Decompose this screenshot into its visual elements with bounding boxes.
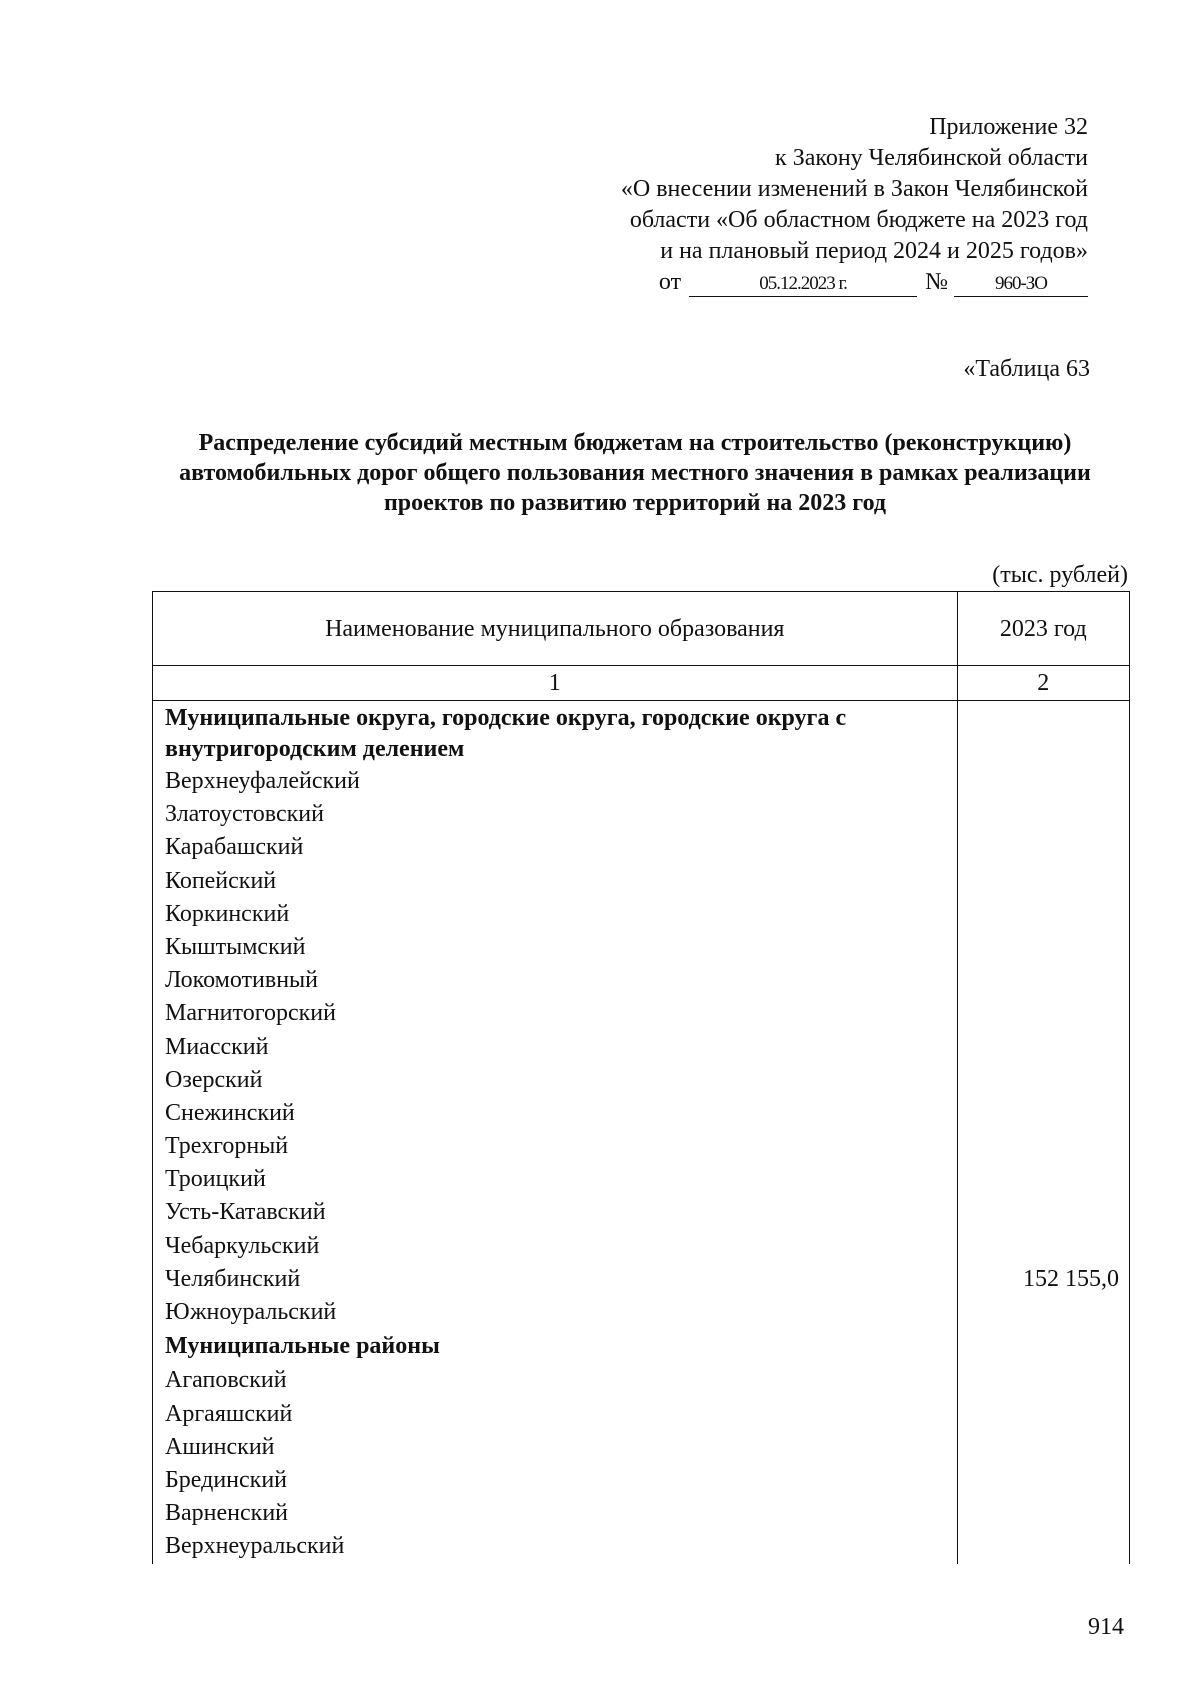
number-label: № xyxy=(925,269,948,295)
municipality-name: Аргаяшский xyxy=(153,1398,958,1431)
municipality-name: Агаповский xyxy=(153,1364,958,1397)
units-label: (тыс. рублей) xyxy=(992,562,1128,588)
law-number: 960-ЗО xyxy=(954,272,1088,297)
table-row xyxy=(153,1398,1130,1431)
table-group-row xyxy=(153,701,1130,766)
municipality-name: Кыштымский xyxy=(153,931,958,964)
signature-line xyxy=(621,267,1088,298)
municipality-name: Ашинский xyxy=(153,1431,958,1464)
table-row xyxy=(153,898,1130,931)
subsidy-amount xyxy=(957,765,1129,798)
municipality-name: Челябинский xyxy=(153,1263,958,1296)
table-row xyxy=(153,1064,1130,1097)
subsidy-amount xyxy=(957,1064,1129,1097)
subsidy-amount xyxy=(957,1530,1129,1563)
subsidy-amount xyxy=(957,1431,1129,1464)
subsidy-amount xyxy=(957,798,1129,831)
header-line: и на плановый период 2024 и 2025 годов» xyxy=(660,238,1088,264)
municipality-name: Южноуральский xyxy=(153,1296,958,1329)
table-row xyxy=(153,1431,1130,1464)
subsidy-amount xyxy=(957,1031,1129,1064)
header-line: области «Об областном бюджете на 2023 год xyxy=(629,207,1088,233)
page-number: 914 xyxy=(1088,1614,1124,1640)
subsidy-amount xyxy=(957,865,1129,898)
subsidy-amount xyxy=(957,1497,1129,1530)
table-row xyxy=(153,1364,1130,1397)
subsidy-amount xyxy=(957,898,1129,931)
municipality-name: Трехгорный xyxy=(153,1130,958,1163)
subsidy-amount xyxy=(957,1296,1129,1329)
table-row xyxy=(153,1230,1130,1263)
municipality-name: Снежинский xyxy=(153,1097,958,1130)
subsidy-table xyxy=(152,591,1130,1564)
subsidy-amount xyxy=(957,1230,1129,1263)
subsidy-amount xyxy=(957,997,1129,1030)
table-header-row xyxy=(153,592,1130,666)
subsidy-amount xyxy=(957,1329,1129,1364)
table-row xyxy=(153,831,1130,864)
table-row xyxy=(153,865,1130,898)
subsidy-amount: 152 155,0 xyxy=(957,1263,1129,1296)
municipality-name: Златоустовский xyxy=(153,798,958,831)
subsidy-amount xyxy=(957,1130,1129,1163)
table-row xyxy=(153,1464,1130,1497)
municipality-name: Троицкий xyxy=(153,1163,958,1196)
subsidy-amount xyxy=(957,1464,1129,1497)
subsidy-amount xyxy=(957,1097,1129,1130)
table-row xyxy=(153,1031,1130,1064)
header-line: Приложение 32 xyxy=(929,114,1088,140)
table-row xyxy=(153,1263,1130,1296)
table-label: «Таблица 63 xyxy=(963,356,1090,382)
subsidy-amount xyxy=(957,831,1129,864)
municipality-name: Озерский xyxy=(153,1064,958,1097)
subsidy-amount xyxy=(957,964,1129,997)
table-row xyxy=(153,931,1130,964)
group-name: Муниципальные районы xyxy=(153,1329,958,1364)
municipality-name: Верхнеуфалейский xyxy=(153,765,958,798)
municipality-name: Усть-Катавский xyxy=(153,1196,958,1229)
table-row xyxy=(153,997,1130,1030)
municipality-name: Миасский xyxy=(153,1031,958,1064)
subsidy-amount xyxy=(957,1163,1129,1196)
appendix-header xyxy=(621,112,1088,298)
header-line: к Закону Челябинской области xyxy=(775,145,1088,171)
subsidy-amount xyxy=(957,1196,1129,1229)
table-row xyxy=(153,1530,1130,1563)
table-row xyxy=(153,1097,1130,1130)
document-title: Распределение субсидий местным бюджетам на строительство (реконструкцию) автомобильных дорог общего пользования местного значения в рамках реализации проектов по развитию территорий на 2023 год xyxy=(179,430,1091,516)
table-row xyxy=(153,964,1130,997)
municipality-name: Варненский xyxy=(153,1497,958,1530)
header-year-column: 2023 год xyxy=(957,592,1129,666)
law-date: 05.12.2023 г. xyxy=(689,272,917,297)
table-row xyxy=(153,1497,1130,1530)
header-line: «О внесении изменений в Закон Челябинской xyxy=(620,176,1088,202)
column-number: 2 xyxy=(957,666,1129,701)
column-number: 1 xyxy=(153,666,958,701)
municipality-name: Брединский xyxy=(153,1464,958,1497)
table-row xyxy=(153,1196,1130,1229)
from-label: от xyxy=(658,269,682,295)
table-row xyxy=(153,798,1130,831)
municipality-name: Чебаркульский xyxy=(153,1230,958,1263)
municipality-name: Локомотивный xyxy=(153,964,958,997)
subsidy-amount xyxy=(957,1364,1129,1397)
subsidy-amount xyxy=(957,701,1129,766)
subsidy-amount xyxy=(957,1398,1129,1431)
municipality-name: Копейский xyxy=(153,865,958,898)
municipality-name: Верхнеуральский xyxy=(153,1530,958,1563)
table-row xyxy=(153,1296,1130,1329)
column-number-row xyxy=(153,666,1130,701)
municipality-name: Карабашский xyxy=(153,831,958,864)
subsidy-amount xyxy=(957,931,1129,964)
table-row xyxy=(153,1130,1130,1163)
municipality-name: Коркинский xyxy=(153,898,958,931)
group-name: Муниципальные округа, городские округа, городские округа с внутригородским делением xyxy=(153,701,958,766)
header-name-column: Наименование муниципального образования xyxy=(153,592,958,666)
table-row xyxy=(153,1163,1130,1196)
municipality-name: Магнитогорский xyxy=(153,997,958,1030)
table-row xyxy=(153,765,1130,798)
table-group-row xyxy=(153,1329,1130,1364)
